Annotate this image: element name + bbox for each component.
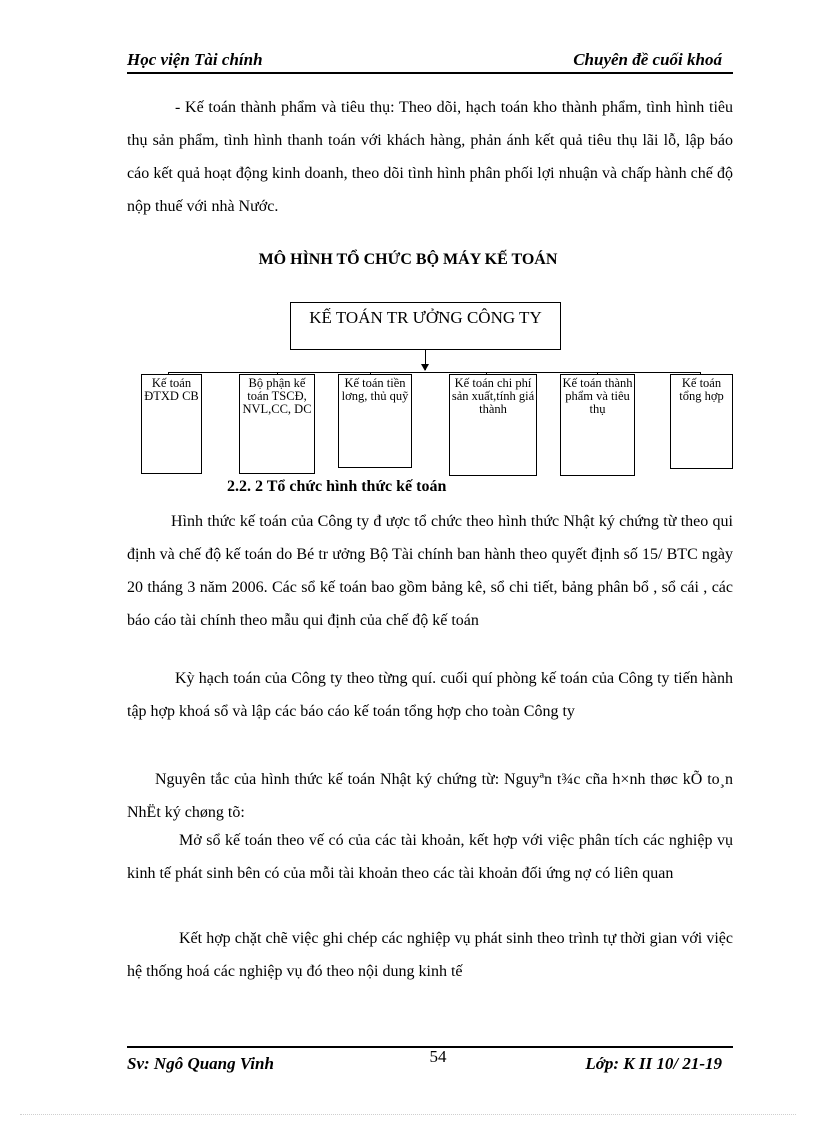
page-number: 54 (429, 1047, 447, 1066)
diagram-title: MÔ HÌNH TỔ CHỨC BỘ MÁY KẾ TOÁN (258, 251, 558, 268)
dept-label-6: Kế toán tổng hợp (679, 376, 724, 403)
footer-student: Sv: Ngô Quang Vinh (127, 1054, 274, 1073)
body-paragraph-4: Mở sổ kế toán theo vế có của các tài khoản, kết hợp với việc phân tích các nghiệp vụ kinh tế phát sinh bên có của mỗi tài khoản theo các tài khoản đối ứng nợ có liên quan (127, 832, 733, 882)
intro-paragraph: - Kế toán thành phẩm và tiêu thụ: Theo dõi, hạch toán kho thành phẩm, tình hình tiêu thụ sản phẩm, tình hình thanh toán với khách hàng, phản ánh kết quả tiêu thụ lãi lỗ, lập báo cáo kết quả hoạt động kinh doanh, theo dõi tình hình phân phối lợi nhuận và chấp hành chế độ nộp thuế với nhà Nước. (127, 99, 733, 215)
dept-box-5 (560, 374, 635, 476)
body-paragraph-2: Kỳ hạch toán của Công ty theo từng quí. cuối quí phòng kế toán của Công ty tiến hành tập hợp khoá sổ và lập các báo cáo kế toán tổng hợp cho toàn Công ty (127, 670, 733, 720)
chief-accountant-box (290, 302, 561, 350)
dept-box-3 (338, 374, 412, 468)
dept-label-4: Kế toán chi phí sản xuất,tính giá thành (451, 376, 535, 416)
chief-accountant-label: KẾ TOÁN TR ƯỞNG CÔNG TY (309, 308, 542, 327)
header-title: Chuyên đề cuối khoá (573, 50, 722, 69)
body-paragraph-1: Hình thức kế toán của Công ty đ ược tổ chức theo hình thức Nhật ký chứng từ theo qui định và chế độ kế toán do Bé tr ưởng Bộ Tài chính ban hành theo quyết định số 15/ BTC ngày 20 tháng 3 năm 2006. Các sổ kế toán bao gồm bảng kê, sổ chi tiết, bảng phân bổ , sổ cái , các báo cáo tài chính theo mẫu qui định của chế độ kế toán (127, 513, 733, 629)
header-school: Học viện Tài chính (127, 50, 263, 69)
arrow-down-icon (421, 364, 429, 371)
section-heading: 2.2. 2 Tổ chức hình thức kế toán (227, 478, 447, 495)
connector-horizontal (168, 372, 700, 373)
dept-box-1 (141, 374, 202, 474)
dept-label-1: Kế toán ĐTXD CB (144, 376, 199, 403)
dept-label-2: Bộ phận kế toán TSCĐ, NVL,CC, DC (242, 376, 312, 416)
dept-box-4 (449, 374, 537, 476)
body-paragraph-5: Kết hợp chặt chẽ việc ghi chép các nghiệp vụ phát sinh theo trình tự thời gian với việc hệ thống hoá các nghiệp vụ đó theo nội dung kinh tế (127, 930, 733, 980)
body-paragraph-3: Nguyên tắc của hình thức kế toán Nhật ký chứng từ: Nguyªn t¾c cña h×nh thøc kÕ to¸n NhËt ký chøng tõ: (127, 771, 733, 821)
header-rule (127, 72, 733, 74)
dept-label-3: Kế toán tiền lơng, thủ quỹ (341, 376, 409, 403)
dept-label-5: Kế toán thành phẩm và tiêu thụ (562, 376, 633, 416)
footer-class: Lớp: K II 10/ 21-19 (585, 1054, 722, 1073)
dept-box-2 (239, 374, 315, 474)
page-bottom-border (20, 1114, 796, 1115)
dept-box-6 (670, 374, 733, 469)
